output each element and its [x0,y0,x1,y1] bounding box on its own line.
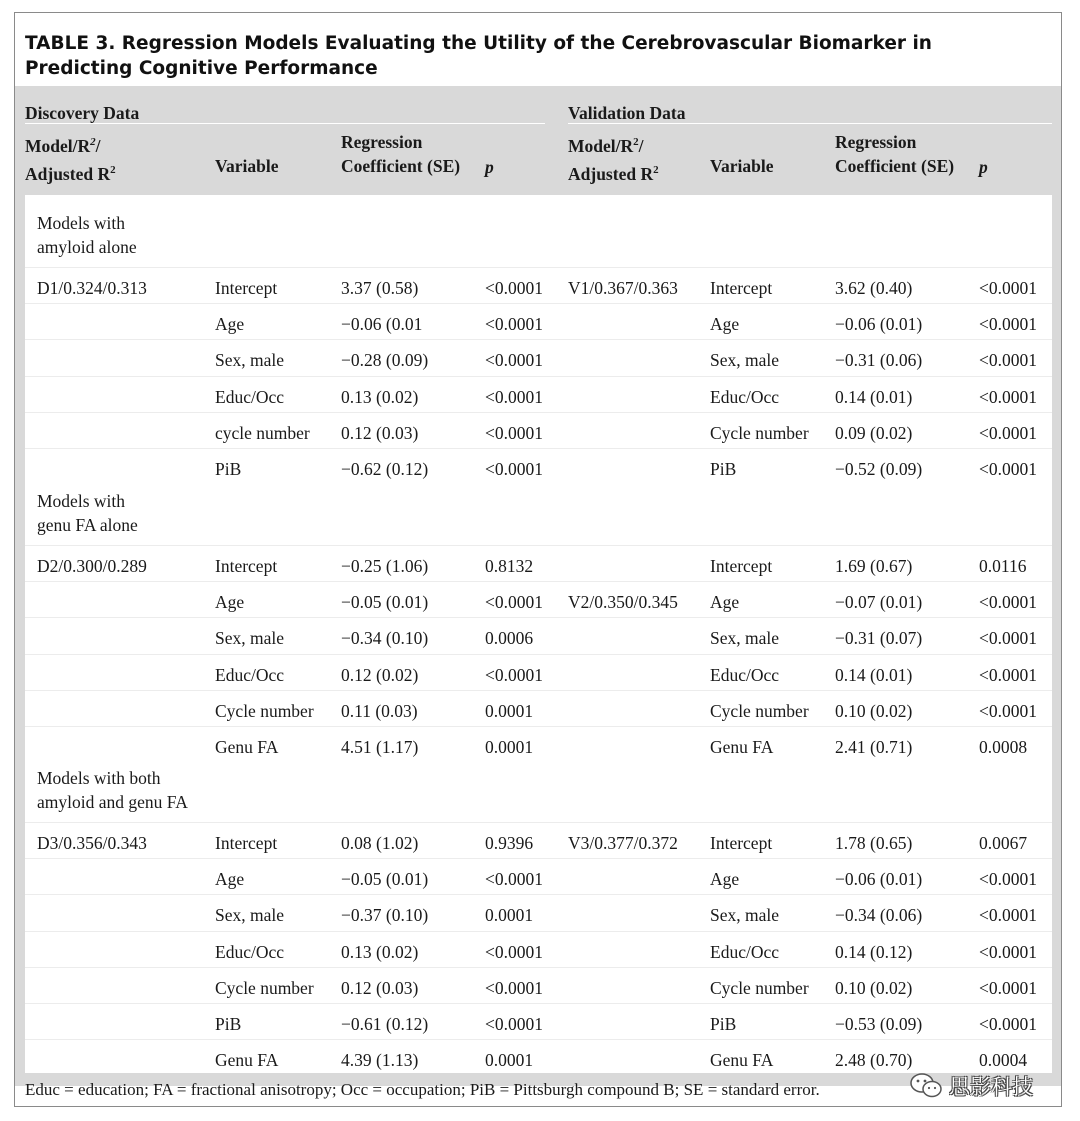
validation-model: V2/0.350/0.345 [568,592,678,613]
discovery-coefficient: 0.11 (0.03) [341,700,418,721]
discovery-p-value: 0.8132 [485,556,534,576]
discovery-coefficient: −0.37 (0.10) [341,905,429,926]
validation-coefficient: 0.14 (0.01) [835,664,913,685]
validation-variable: Intercept [710,278,773,298]
validation-coefficient: 0.14 (0.01) [835,386,913,407]
discovery-variable: Cycle number [215,700,314,721]
discovery-coefficient: 0.08 (1.02) [341,833,419,853]
header-model: Model/$R^2/$ Adjusted $R^2$ [568,135,659,184]
discovery-p-value: <0.0001 [485,941,543,962]
header-variable: Variable [215,156,279,176]
validation-p-value: <0.0001 [979,700,1037,721]
header-p: p [485,157,494,177]
discovery-p-value: 0.0006 [485,628,534,649]
discovery-p-value: <0.0001 [485,869,543,890]
discovery-p-value: <0.0001 [485,977,543,998]
header-coefficient: Regression Coefficient (SE) [341,132,461,176]
validation-coefficient: 0.09 (0.02) [835,422,913,443]
watermark-text: 思影科技 [949,1075,1033,1099]
validation-p-value: <0.0001 [979,869,1037,890]
validation-coefficient: −0.06 (0.01) [835,314,923,335]
discovery-p-value: 0.0001 [485,700,534,721]
discovery-coefficient: 0.13 (0.02) [341,941,419,962]
discovery-p-value: <0.0001 [485,278,543,298]
discovery-variable: cycle number [215,422,310,443]
discovery-variable: Age [215,869,245,890]
validation-p-value: <0.0001 [979,905,1037,926]
validation-variable: Cycle number [710,422,809,443]
table-title: TABLE 3. Regression Models Evaluating the Utility of the Cerebrovascular Biomarker in Predicting Cognitive Performance [25,33,932,79]
header-p: p [979,157,988,177]
discovery-coefficient: 4.51 (1.17) [341,737,419,757]
section-divider [568,123,1052,124]
discovery-p-value: <0.0001 [485,350,543,371]
validation-p-value: 0.0067 [979,833,1028,853]
group-label-line: Models with both [37,768,161,788]
section-divider [25,123,545,124]
group-label-line: Models with [37,213,125,233]
validation-variable: Genu FA [710,737,774,757]
validation-variable: Sex, male [710,905,780,926]
table-frame [14,12,1062,1107]
validation-coefficient: −0.31 (0.07) [835,628,923,649]
discovery-model: D2/0.300/0.289 [37,556,147,576]
discovery-variable: Intercept [215,556,278,576]
group-label-line: amyloid and genu FA [37,792,188,812]
validation-coefficient: −0.06 (0.01) [835,869,923,890]
discovery-coefficient: 0.12 (0.03) [341,977,419,998]
discovery-coefficient: 4.39 (1.13) [341,1050,419,1071]
validation-model: V1/0.367/0.363 [568,278,678,298]
validation-p-value: <0.0001 [979,422,1037,443]
validation-variable: Educ/Occ [710,664,779,685]
header-model: Model/$R^2/$ Adjusted $R^2$ [25,135,116,184]
validation-variable: Sex, male [710,628,780,649]
validation-coefficient: −0.34 (0.06) [835,905,923,926]
validation-variable: Age [710,314,740,335]
discovery-coefficient: 0.12 (0.02) [341,664,419,685]
discovery-p-value: 0.9396 [485,833,534,853]
validation-coefficient: −0.07 (0.01) [835,592,923,613]
group-label-line: amyloid alone [37,237,137,257]
discovery-coefficient: −0.25 (1.06) [341,556,429,576]
discovery-p-value: 0.0001 [485,737,534,757]
validation-p-value: <0.0001 [979,350,1037,371]
section-validation: Validation Data [568,103,686,123]
group-label-row [25,763,1052,823]
discovery-variable: Age [215,592,245,613]
discovery-variable: Intercept [215,278,278,298]
validation-coefficient: 0.10 (0.02) [835,700,913,721]
validation-variable: Sex, male [710,350,780,371]
validation-coefficient: −0.31 (0.06) [835,350,923,371]
discovery-coefficient: −0.62 (0.12) [341,459,429,479]
discovery-variable: Cycle number [215,977,314,998]
discovery-p-value: <0.0001 [485,459,543,479]
group-label-row [25,486,1052,546]
validation-p-value: <0.0001 [979,941,1037,962]
validation-p-value: <0.0001 [979,592,1037,613]
validation-coefficient: 0.14 (0.12) [835,941,913,962]
discovery-coefficient: 0.12 (0.03) [341,422,419,443]
validation-p-value: <0.0001 [979,278,1037,298]
validation-variable: Cycle number [710,700,809,721]
discovery-p-value: <0.0001 [485,422,543,443]
discovery-variable: Age [215,314,245,335]
validation-p-value: <0.0001 [979,314,1037,335]
validation-p-value: <0.0001 [979,1014,1037,1034]
validation-coefficient: 2.41 (0.71) [835,737,913,757]
discovery-variable: Genu FA [215,1050,279,1071]
discovery-coefficient: −0.34 (0.10) [341,628,429,649]
group-label-line: Models with [37,491,125,511]
discovery-coefficient: −0.06 (0.01 [341,314,423,335]
validation-p-value: 0.0008 [979,737,1028,757]
discovery-model: D1/0.324/0.313 [37,278,147,298]
discovery-coefficient: 3.37 (0.58) [341,278,419,298]
discovery-variable: Sex, male [215,350,285,371]
validation-variable: Genu FA [710,1050,774,1071]
discovery-variable: Genu FA [215,737,279,757]
validation-variable: Educ/Occ [710,386,779,407]
validation-variable: Intercept [710,833,773,853]
validation-variable: Cycle number [710,977,809,998]
validation-coefficient: 1.78 (0.65) [835,833,913,853]
discovery-p-value: 0.0001 [485,905,534,926]
section-discovery: Discovery Data [25,103,140,123]
validation-variable: Intercept [710,556,773,576]
discovery-p-value: <0.0001 [485,1014,543,1034]
validation-variable: PiB [710,459,737,479]
discovery-variable: Sex, male [215,628,285,649]
validation-coefficient: −0.52 (0.09) [835,459,923,479]
header-coefficient: Regression Coefficient (SE) [835,132,955,176]
discovery-p-value: <0.0001 [485,664,543,685]
discovery-p-value: <0.0001 [485,386,543,407]
group-label-line: genu FA alone [37,515,138,535]
table-footnote: Educ = education; FA = fractional anisotropy; Occ = occupation; PiB = Pittsburgh compound B; SE = standard error. [25,1080,820,1099]
discovery-variable: Intercept [215,833,278,853]
discovery-variable: Sex, male [215,905,285,926]
discovery-coefficient: −0.05 (0.01) [341,869,429,890]
validation-coefficient: 1.69 (0.67) [835,556,913,576]
validation-coefficient: 3.62 (0.40) [835,278,913,298]
validation-coefficient: 2.48 (0.70) [835,1050,913,1071]
validation-p-value: <0.0001 [979,459,1037,479]
validation-variable: PiB [710,1014,737,1034]
validation-model: V3/0.377/0.372 [568,833,678,853]
discovery-coefficient: −0.05 (0.01) [341,592,429,613]
discovery-coefficient: −0.28 (0.09) [341,350,429,371]
discovery-p-value: <0.0001 [485,314,543,335]
validation-variable: Educ/Occ [710,941,779,962]
discovery-coefficient: 0.13 (0.02) [341,386,419,407]
discovery-variable: Educ/Occ [215,941,284,962]
validation-p-value: <0.0001 [979,628,1037,649]
discovery-model: D3/0.356/0.343 [37,833,147,853]
discovery-coefficient: −0.61 (0.12) [341,1014,429,1034]
validation-variable: Age [710,869,740,890]
group-label-row [25,208,1052,268]
discovery-variable: Educ/Occ [215,386,284,407]
header-variable: Variable [710,156,774,176]
validation-p-value: <0.0001 [979,977,1037,998]
discovery-variable: PiB [215,1014,242,1034]
discovery-variable: PiB [215,459,242,479]
validation-coefficient: 0.10 (0.02) [835,977,913,998]
validation-coefficient: −0.53 (0.09) [835,1014,923,1034]
discovery-p-value: <0.0001 [485,592,543,613]
validation-p-value: 0.0004 [979,1050,1028,1071]
validation-p-value: <0.0001 [979,386,1037,407]
validation-p-value: 0.0116 [979,556,1027,576]
discovery-variable: Educ/Occ [215,664,284,685]
discovery-p-value: 0.0001 [485,1050,534,1071]
validation-p-value: <0.0001 [979,664,1037,685]
validation-variable: Age [710,592,740,613]
